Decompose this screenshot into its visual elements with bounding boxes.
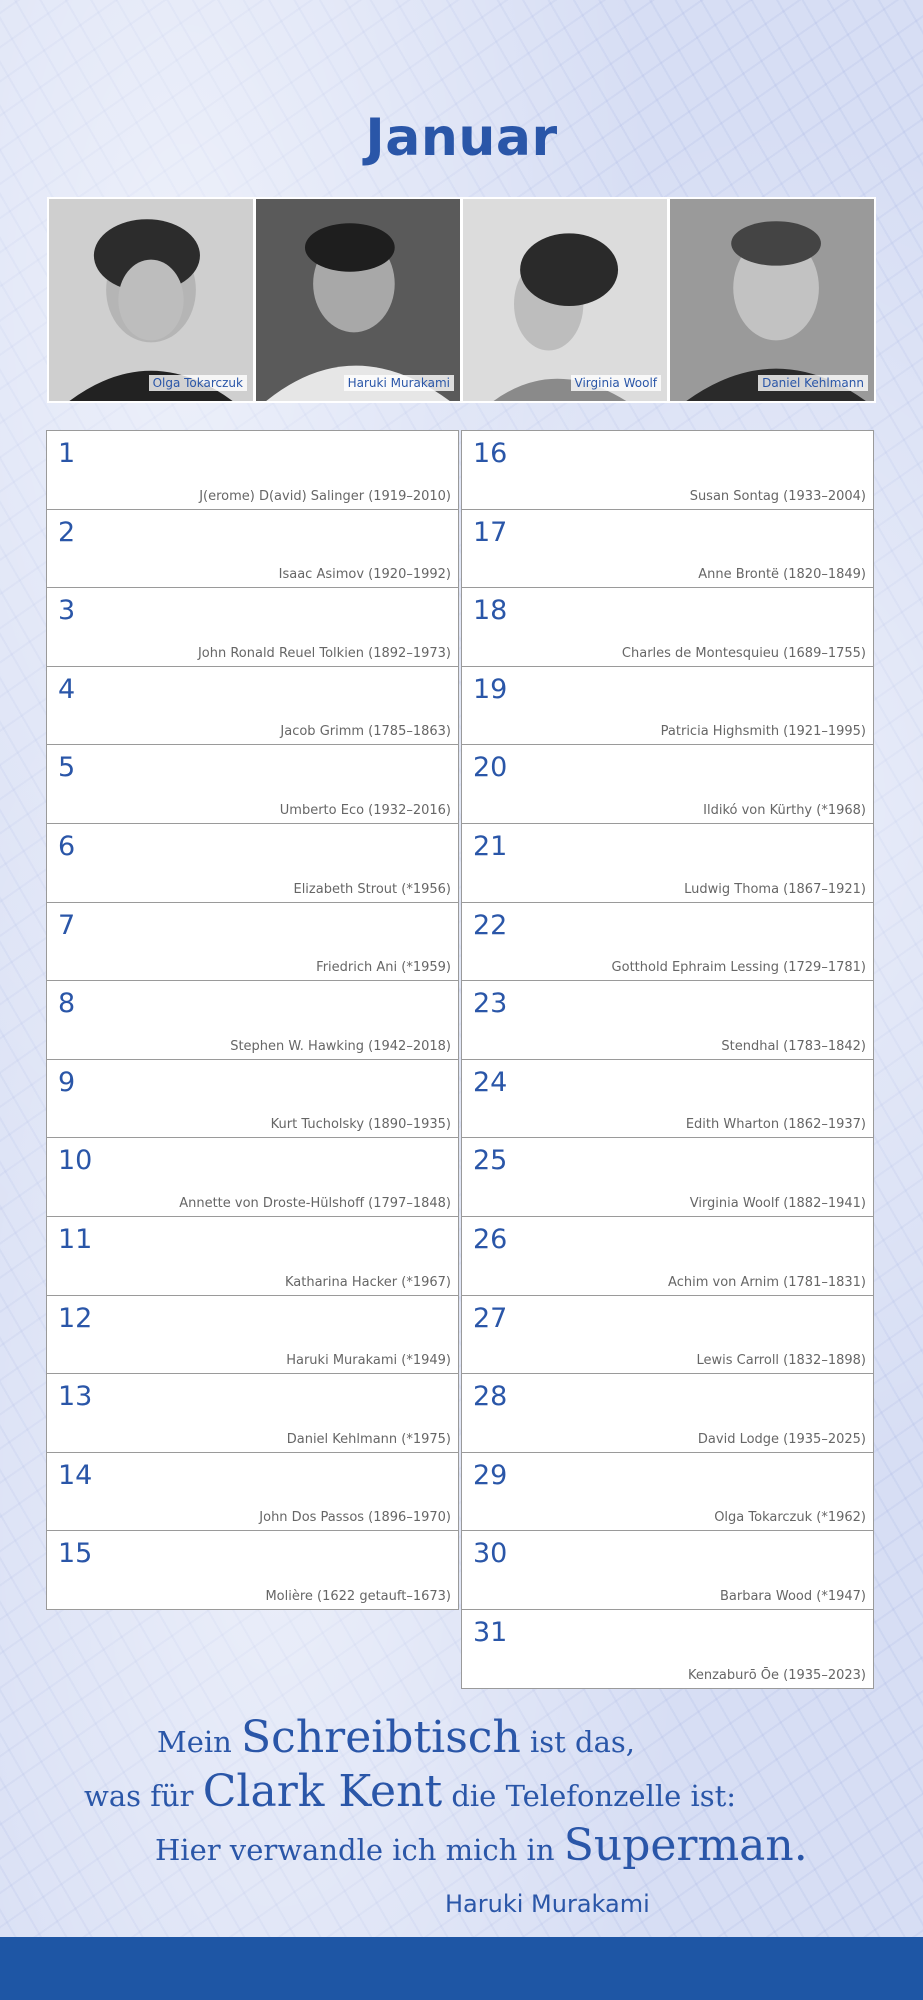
photo-caption: Virginia Woolf [571, 375, 661, 391]
birthday-author: David Lodge (1935–2025) [697, 1431, 866, 1447]
quote-text: Hier verwandle ich mich in [155, 1833, 564, 1867]
quote-text: die Telefonzelle ist: [442, 1779, 737, 1813]
portrait-image [670, 199, 874, 401]
day-number: 9 [58, 1066, 76, 1098]
birthday-author: Molière (1622 getauft–1673) [265, 1588, 451, 1604]
day-number: 13 [58, 1381, 93, 1413]
day-cell[interactable] [46, 1216, 459, 1295]
birthday-author: J(erome) D(avid) Salinger (1919–2010) [199, 488, 451, 504]
quote-line-2 [84, 1766, 736, 1817]
day-cell[interactable] [46, 1137, 459, 1216]
quote-emphasis: Schreibtisch [241, 1712, 521, 1763]
birthday-author: Ildikó von Kürthy (*1968) [703, 802, 866, 818]
day-cell[interactable] [46, 902, 459, 981]
day-number: 10 [58, 1145, 93, 1177]
quote-emphasis: Clark Kent [202, 1766, 443, 1817]
portrait-image [49, 199, 253, 401]
day-cell[interactable] [461, 823, 874, 902]
birthday-author: John Ronald Reuel Tolkien (1892–1973) [197, 645, 451, 661]
day-cell[interactable] [46, 744, 459, 823]
birthday-author: Elizabeth Strout (*1956) [293, 881, 451, 897]
birthday-author: Umberto Eco (1932–2016) [279, 802, 451, 818]
day-number: 15 [58, 1538, 93, 1570]
day-cell[interactable] [461, 1452, 874, 1531]
day-cell[interactable] [46, 430, 459, 509]
day-cell[interactable] [461, 1216, 874, 1295]
author-photo [256, 199, 460, 401]
day-cell[interactable] [46, 1059, 459, 1138]
day-number: 14 [58, 1459, 93, 1491]
birthday-author: Barbara Wood (*1947) [719, 1588, 866, 1604]
birthday-author: Annette von Droste-Hülshoff (1797–1848) [179, 1195, 451, 1211]
day-cell[interactable] [46, 1295, 459, 1374]
birthday-author: John Dos Passos (1896–1970) [259, 1510, 451, 1526]
birthday-author: Stephen W. Hawking (1942–2018) [230, 1038, 451, 1054]
day-number: 6 [58, 830, 76, 862]
day-number: 25 [473, 1145, 508, 1177]
day-number: 5 [58, 752, 76, 784]
quote-text: ist das, [520, 1725, 635, 1759]
author-photo-strip [47, 197, 876, 403]
author-photo [463, 199, 667, 401]
day-number: 26 [473, 1223, 508, 1255]
day-number: 1 [58, 438, 76, 469]
day-number: 11 [58, 1223, 93, 1255]
footer-bar [0, 1937, 923, 2000]
day-cell[interactable] [461, 1059, 874, 1138]
birthday-author: Susan Sontag (1933–2004) [689, 488, 866, 504]
birthday-author: Daniel Kehlmann (*1975) [286, 1431, 451, 1447]
day-number: 7 [58, 909, 76, 941]
calendar-column-left [46, 430, 459, 1610]
day-cell[interactable] [46, 509, 459, 588]
day-number: 3 [58, 595, 76, 627]
birthday-author: Kurt Tucholsky (1890–1935) [270, 1117, 451, 1133]
day-number: 28 [473, 1381, 508, 1413]
day-number: 29 [473, 1459, 508, 1491]
quote-text: Mein [157, 1725, 242, 1759]
birthday-author: Friedrich Ani (*1959) [316, 960, 451, 976]
birthday-author: Stendhal (1783–1842) [721, 1038, 866, 1054]
birthday-author: Haruki Murakami (*1949) [286, 1353, 451, 1369]
birthday-author: Gotthold Ephraim Lessing (1729–1781) [611, 960, 866, 976]
quote-author: Haruki Murakami [445, 1890, 650, 1918]
day-cell[interactable] [46, 1452, 459, 1531]
day-cell[interactable] [461, 1295, 874, 1374]
day-cell[interactable] [461, 902, 874, 981]
day-number: 22 [473, 909, 508, 941]
day-cell[interactable] [461, 587, 874, 666]
month-title: Januar [365, 108, 558, 168]
day-number: 23 [473, 988, 508, 1020]
day-number: 21 [473, 830, 508, 862]
day-number: 18 [473, 595, 508, 627]
day-cell[interactable] [46, 823, 459, 902]
photo-caption: Daniel Kehlmann [758, 375, 868, 391]
day-number: 19 [473, 673, 508, 705]
day-number: 30 [473, 1538, 508, 1570]
day-number: 17 [473, 516, 508, 548]
day-cell[interactable] [46, 587, 459, 666]
day-number: 24 [473, 1066, 508, 1098]
day-number: 27 [473, 1302, 508, 1334]
photo-caption: Haruki Murakami [344, 375, 454, 391]
birthday-author: Isaac Asimov (1920–1992) [278, 567, 451, 583]
quote-line-3 [155, 1820, 808, 1871]
day-number: 12 [58, 1302, 93, 1334]
day-cell[interactable] [461, 1373, 874, 1452]
day-number: 4 [58, 673, 76, 705]
day-cell[interactable] [46, 1530, 459, 1610]
birthday-author: Anne Brontë (1820–1849) [698, 567, 866, 583]
day-number: 31 [473, 1616, 508, 1648]
portrait-image [463, 199, 667, 401]
birthday-author: Charles de Montesquieu (1689–1755) [621, 645, 866, 661]
birthday-author: Kenzaburō Ōe (1935–2023) [687, 1667, 866, 1683]
day-cell[interactable] [461, 980, 874, 1059]
day-cell[interactable] [46, 1373, 459, 1452]
birthday-author: Katharina Hacker (*1967) [284, 1274, 451, 1290]
portrait-image [256, 199, 460, 401]
birthday-author: Lewis Carroll (1832–1898) [696, 1353, 866, 1369]
calendar-column-right [461, 430, 874, 1689]
quote-text: was für [84, 1779, 203, 1813]
day-cell[interactable] [461, 1530, 874, 1609]
quote-line-1 [157, 1712, 635, 1763]
birthday-author: Jacob Grimm (1785–1863) [280, 724, 451, 740]
birthday-author: Ludwig Thoma (1867–1921) [684, 881, 866, 897]
day-cell[interactable] [461, 1137, 874, 1216]
day-cell[interactable] [461, 666, 874, 745]
day-cell[interactable] [461, 744, 874, 823]
birthday-author: Edith Wharton (1862–1937) [685, 1117, 866, 1133]
photo-caption: Olga Tokarczuk [149, 375, 247, 391]
day-cell[interactable] [461, 509, 874, 588]
birthday-author: Virginia Woolf (1882–1941) [689, 1195, 866, 1211]
day-number: 16 [473, 438, 508, 469]
birthday-author: Patricia Highsmith (1921–1995) [660, 724, 866, 740]
birthday-author: Olga Tokarczuk (*1962) [714, 1510, 866, 1526]
day-number: 2 [58, 516, 76, 548]
birthday-author: Achim von Arnim (1781–1831) [668, 1274, 866, 1290]
author-photo [49, 199, 253, 401]
day-cell[interactable] [46, 980, 459, 1059]
day-number: 20 [473, 752, 508, 784]
day-cell[interactable] [461, 430, 874, 509]
day-cell[interactable] [46, 666, 459, 745]
day-cell[interactable] [461, 1609, 874, 1689]
author-photo [670, 199, 874, 401]
quote-emphasis: Superman. [563, 1820, 808, 1871]
day-number: 8 [58, 988, 76, 1020]
